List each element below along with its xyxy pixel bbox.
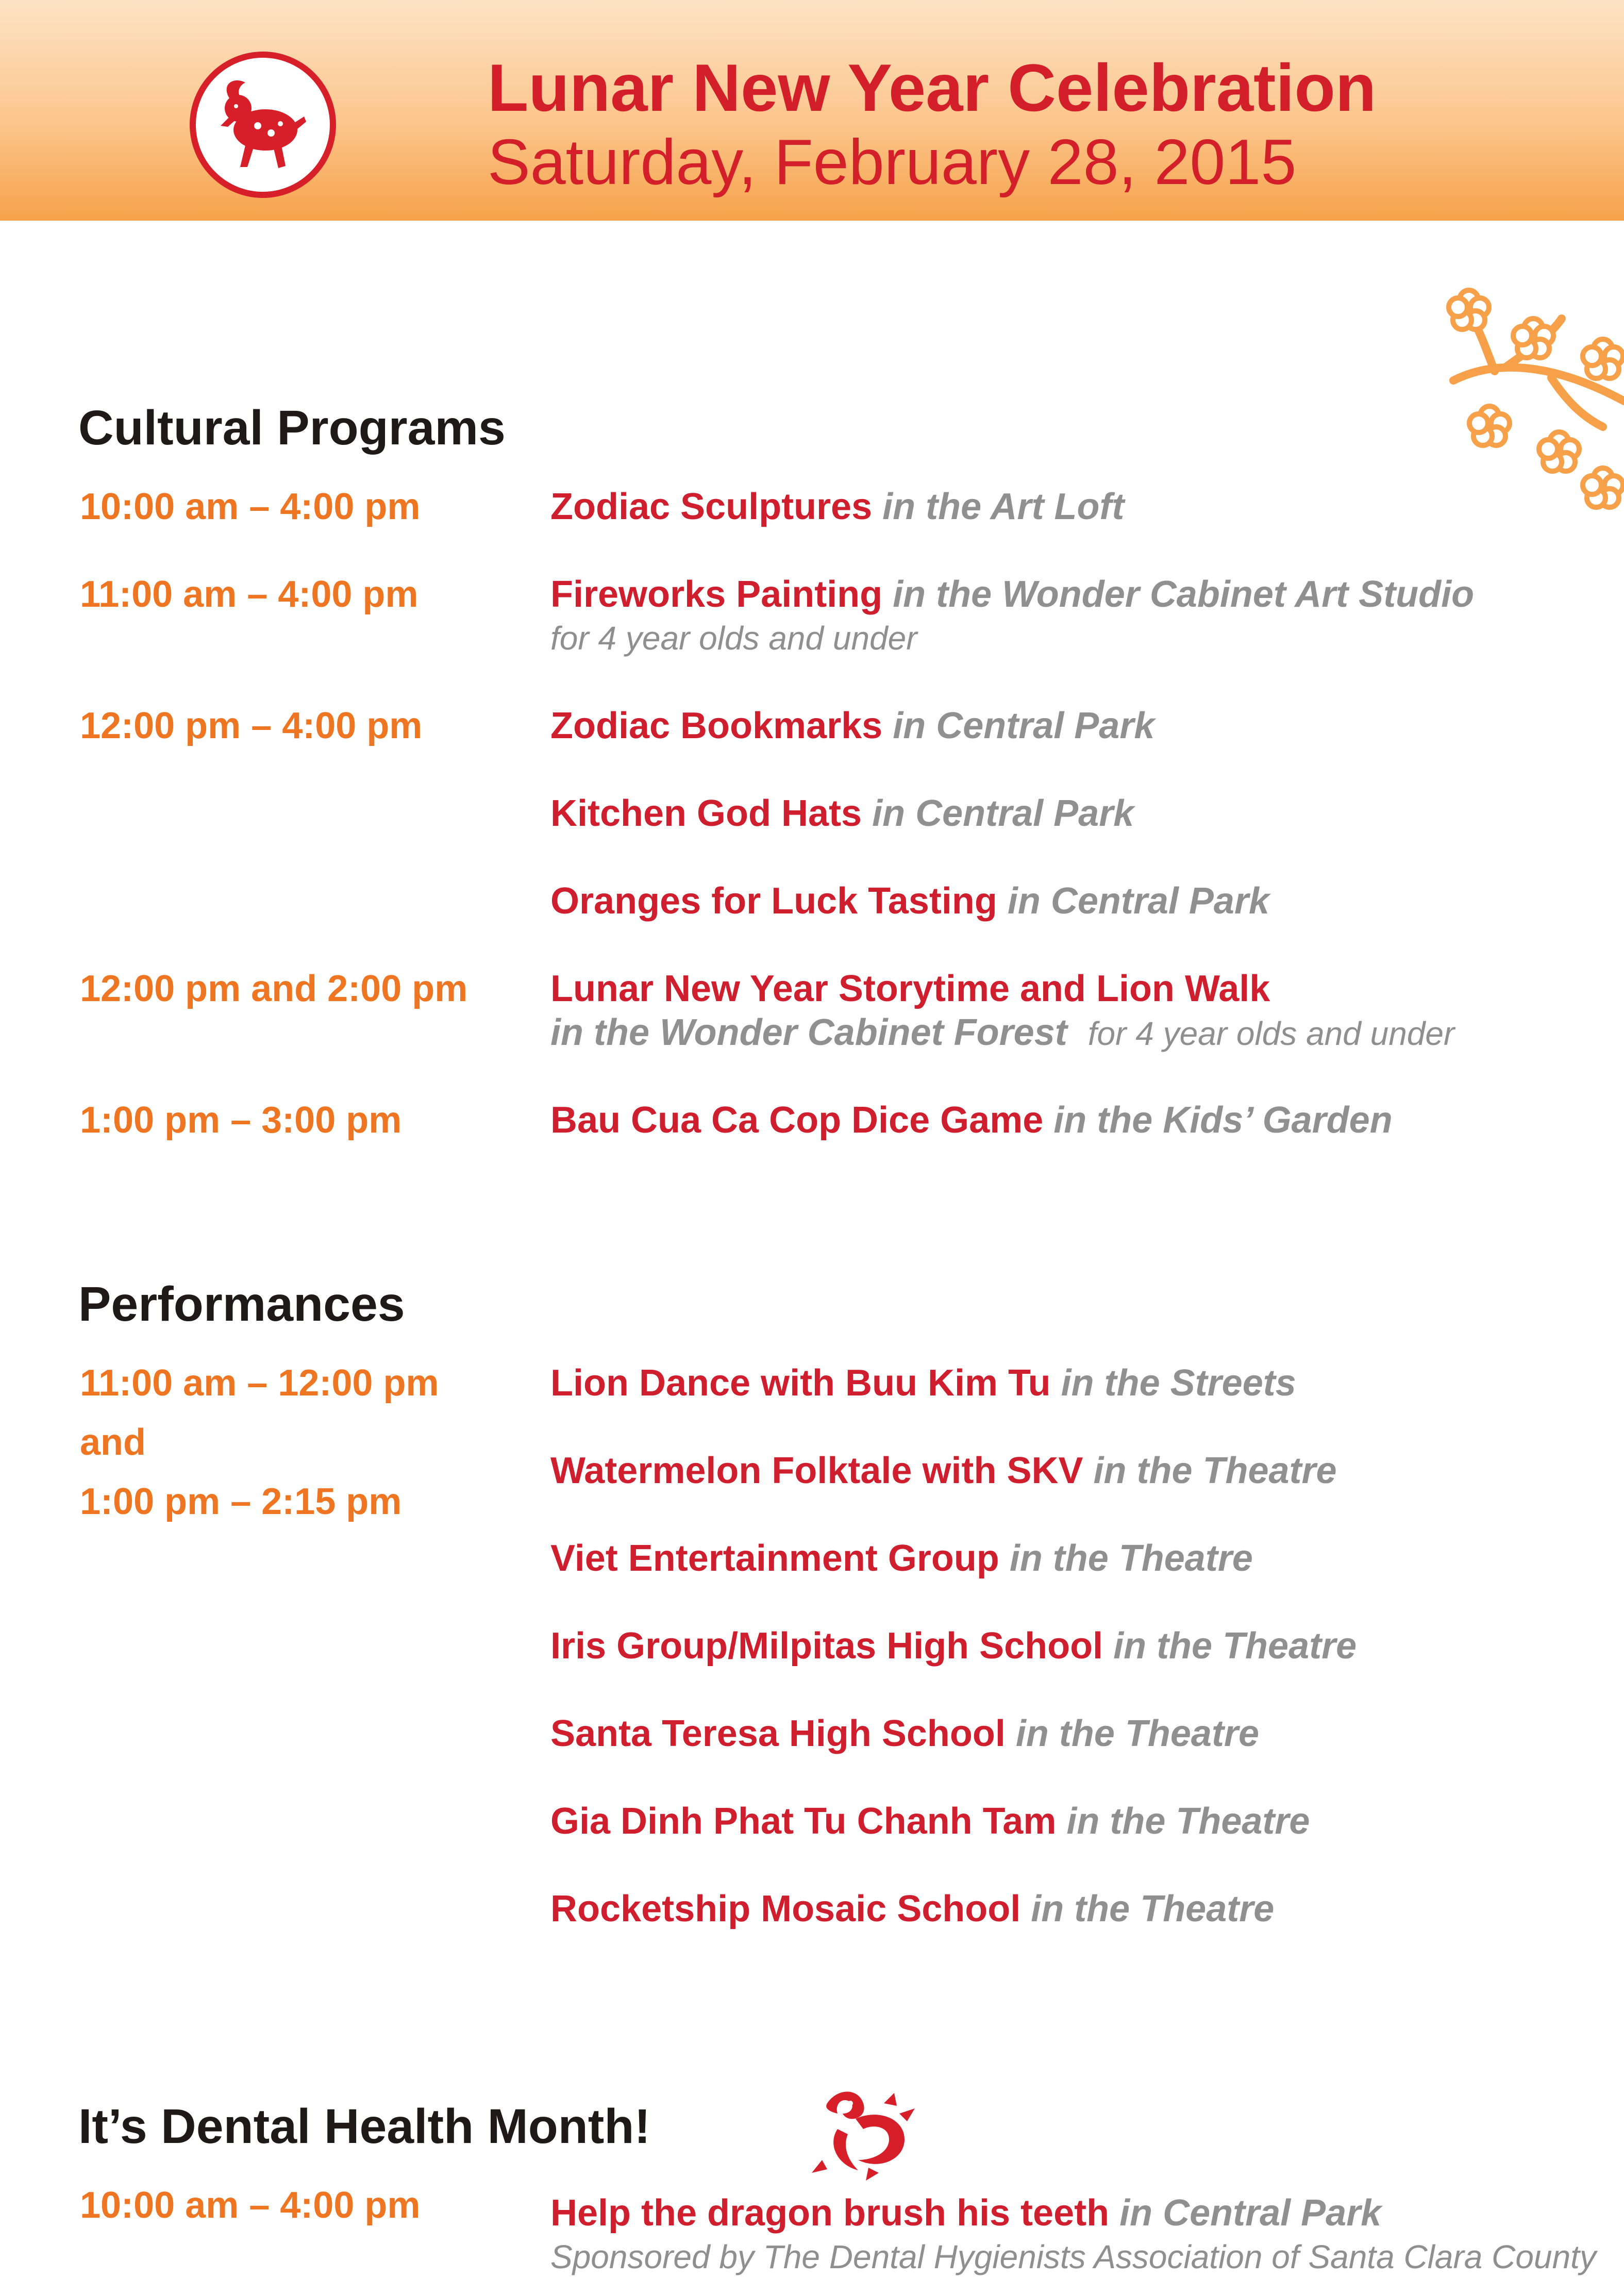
time-cultural-2: 11:00 am – 4:00 pm: [80, 574, 418, 615]
event-oranges-tasting: Oranges for Luck Tasting in Central Park: [550, 880, 1270, 922]
performance-watermelon-folktale: Watermelon Folktale with SKV in the Theatre: [550, 1450, 1337, 1491]
event-kitchen-god-hats: Kitchen God Hats in Central Park: [550, 793, 1134, 834]
performance-lion-dance: Lion Dance with Buu Kim Tu in the Streets: [550, 1362, 1296, 1404]
event-zodiac-bookmarks: Zodiac Bookmarks in Central Park: [550, 705, 1155, 746]
performances-heading: Performances: [78, 1277, 405, 1332]
cultural-programs-heading: Cultural Programs: [78, 401, 506, 455]
time-performances-2: 1:00 pm – 2:15 pm: [80, 1481, 402, 1522]
time-performances-1: 11:00 am – 12:00 pm: [80, 1362, 439, 1404]
event-fireworks-painting: Fireworks Painting in the Wonder Cabinet Art Studio: [550, 574, 1475, 615]
performance-santa-teresa: Santa Teresa High School in the Theatre: [550, 1713, 1259, 1754]
time-cultural-3: 12:00 pm – 4:00 pm: [80, 705, 423, 746]
performance-gia-dinh: Gia Dinh Phat Tu Chanh Tam in the Theatre: [550, 1801, 1310, 1842]
time-cultural-4: 12:00 pm and 2:00 pm: [80, 968, 468, 1009]
dental-sponsor-note: Sponsored by The Dental Hygienists Association of Santa Clara County: [550, 2238, 1596, 2275]
dragon-icon: [807, 2083, 920, 2181]
header-banner: [0, 0, 1624, 221]
event-note-age: for 4 year olds and under: [550, 620, 917, 657]
plum-blossom-icon: [1433, 282, 1624, 535]
performance-viet-entertainment: Viet Entertainment Group in the Theatre: [550, 1538, 1253, 1579]
time-dental: 10:00 am – 4:00 pm: [80, 2185, 421, 2226]
dental-heading: It’s Dental Health Month!: [78, 2099, 651, 2154]
goat-logo-icon: [190, 52, 336, 198]
performance-rocketship: Rocketship Mosaic School in the Theatre: [550, 1888, 1275, 1930]
event-storytime-lion-walk: Lunar New Year Storytime and Lion Walk: [550, 968, 1270, 1009]
event-dice-game: Bau Cua Ca Cop Dice Game in the Kids’ Garden: [550, 1100, 1393, 1141]
time-cultural-5: 1:00 pm – 3:00 pm: [80, 1100, 402, 1141]
time-performances-and: and: [80, 1422, 146, 1463]
performance-iris-group: Iris Group/Milpitas High School in the Theatre: [550, 1625, 1357, 1667]
event-dragon-brush: Help the dragon brush his teeth in Central Park: [550, 2192, 1382, 2234]
time-cultural-1: 10:00 am – 4:00 pm: [80, 486, 421, 527]
event-storytime-location: in the Wonder Cabinet Forest for 4 year olds and under: [550, 1012, 1455, 1053]
event-date: Saturday, February 28, 2015: [488, 127, 1297, 198]
event-zodiac-sculptures: Zodiac Sculptures in the Art Loft: [550, 486, 1125, 527]
event-title: Lunar New Year Celebration: [488, 50, 1377, 125]
